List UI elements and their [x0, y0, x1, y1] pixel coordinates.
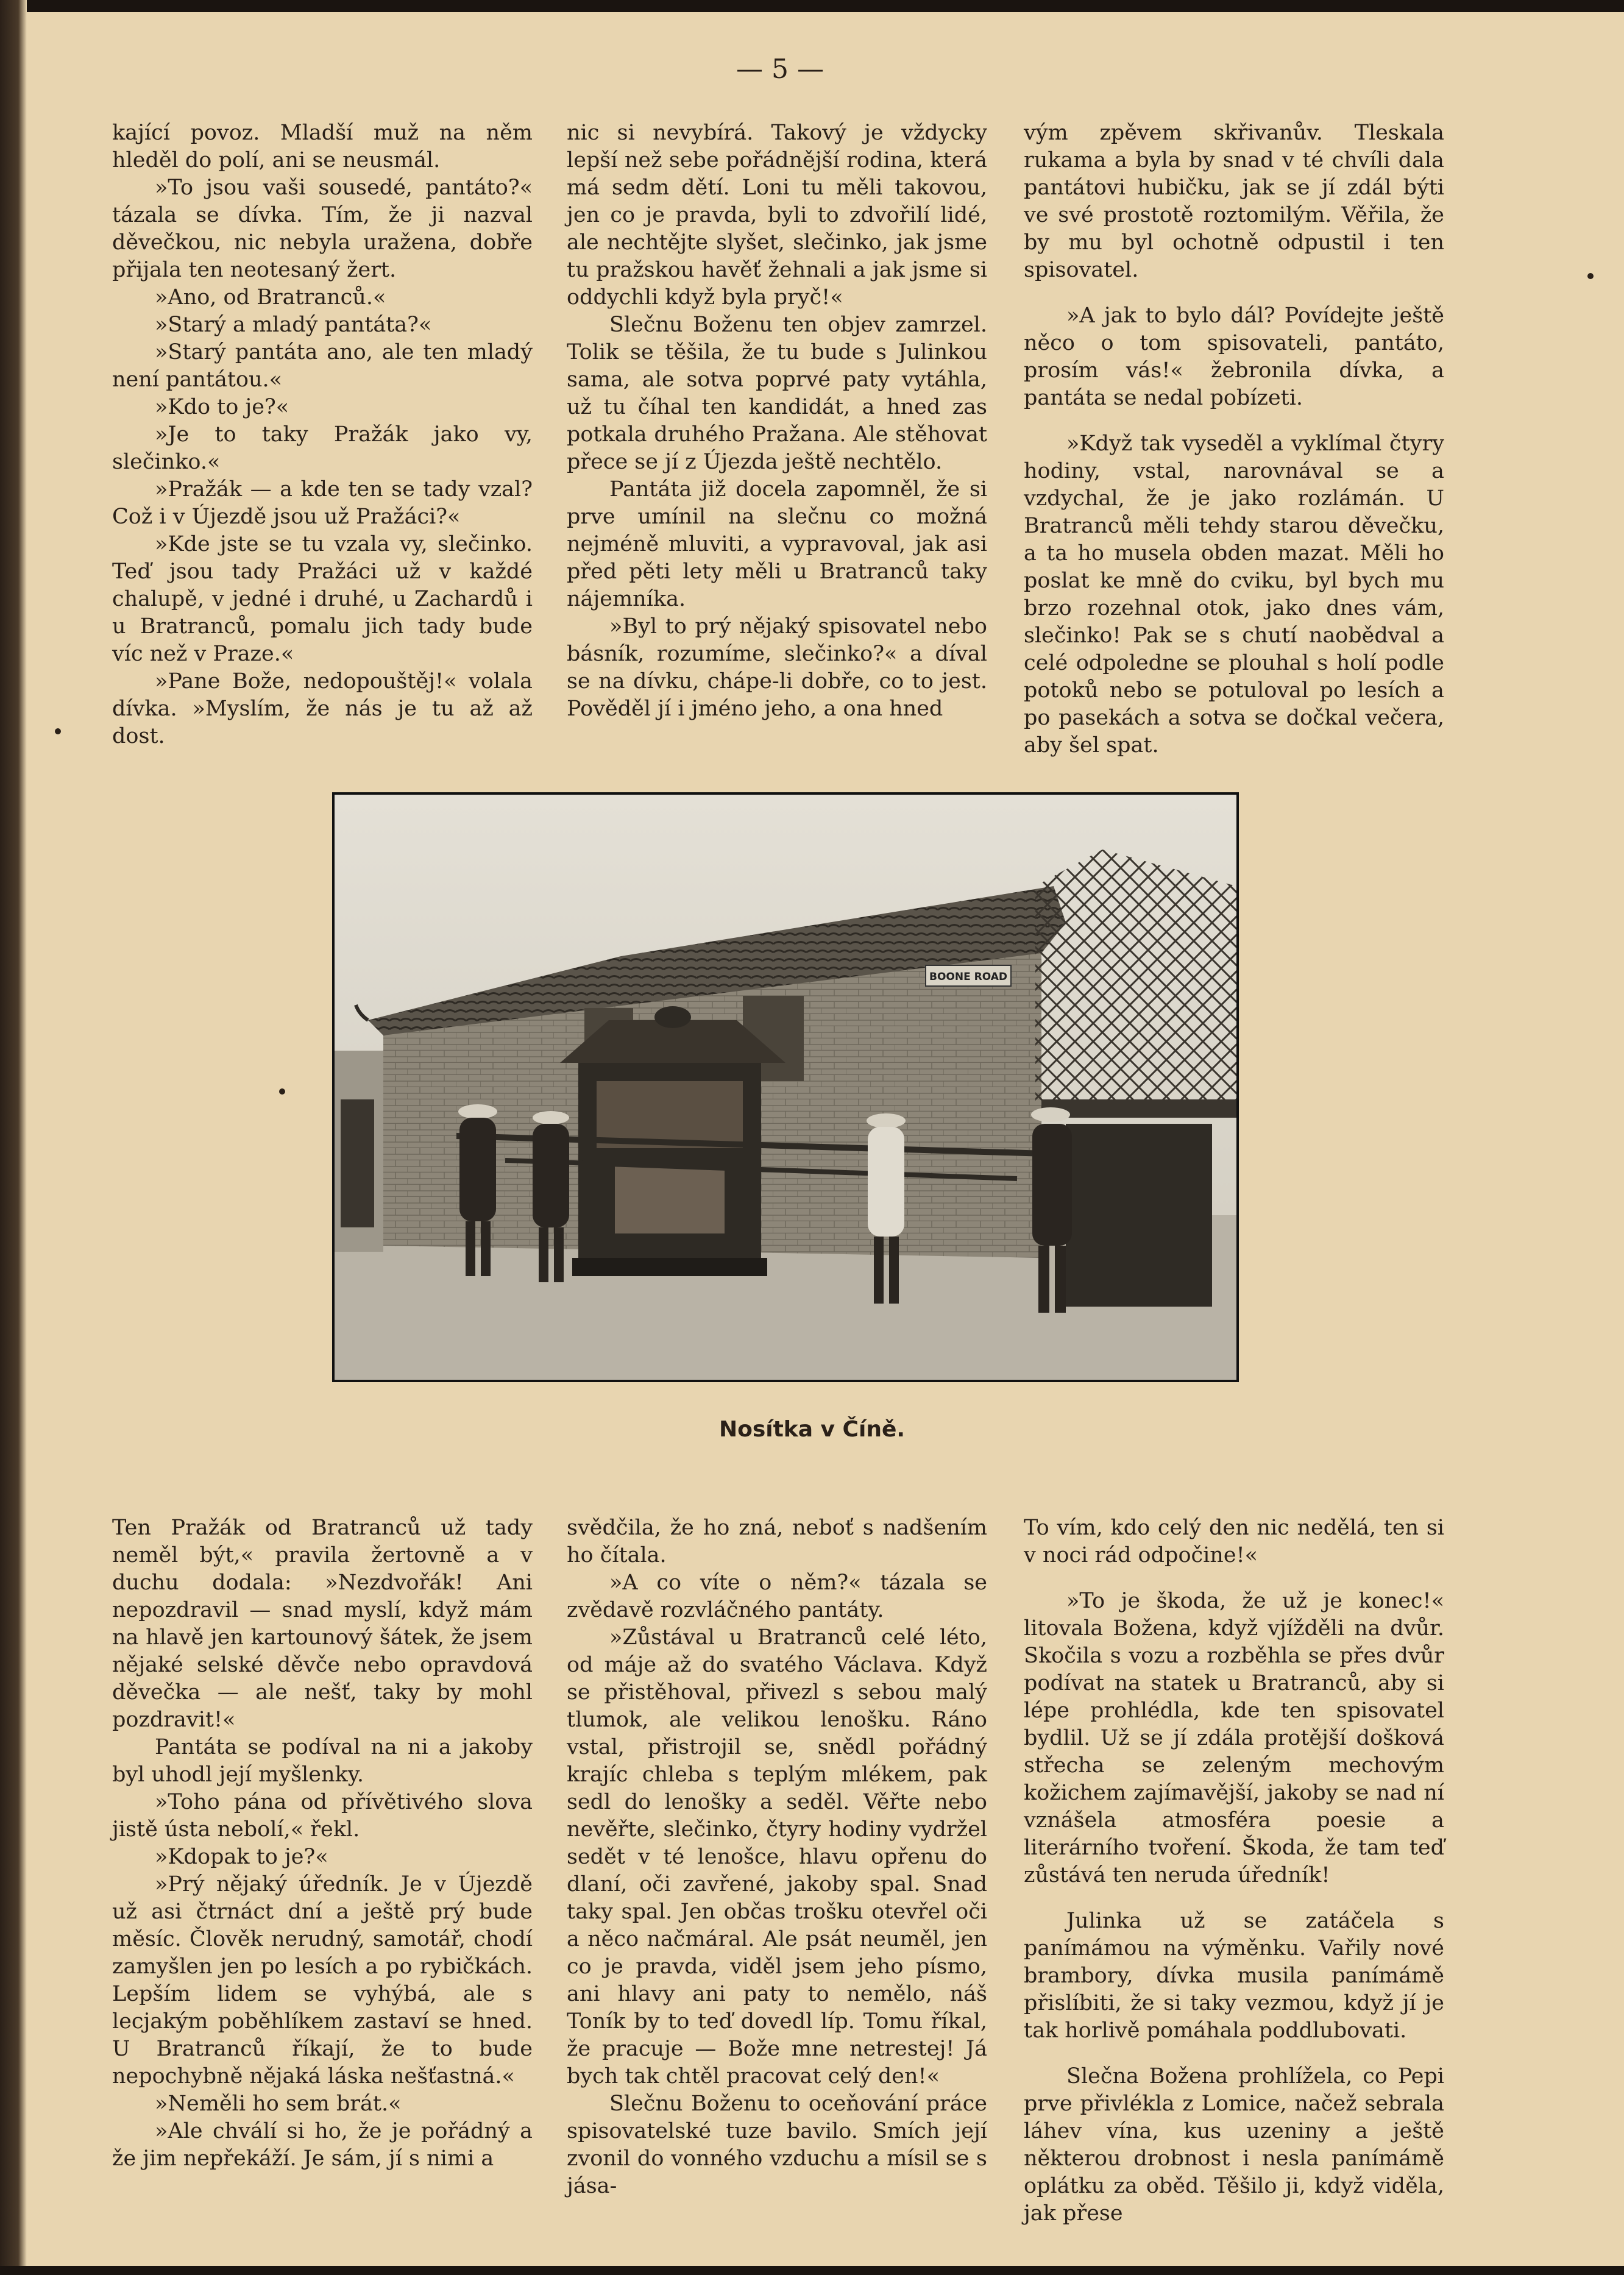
street-sign-text: BOONE ROAD [929, 971, 1007, 983]
paragraph: »Pražák — a kde ten se tady vzal? Což i v Újezdě jsou už Pražáci?« [112, 477, 533, 529]
paragraph: Julinka už se zatáčela s panímámou na výměnku. Vařily nové brambory, dívka musila panímámě přislíbiti, že si taky vezmou, když jí je tak horlivě pomáhala poddlubovati. [1024, 1909, 1444, 2043]
print-speck [279, 1088, 285, 1095]
sedan-chair-photo [332, 792, 1239, 1382]
text-column-bottom-2 [567, 1514, 987, 2200]
print-speck [55, 728, 61, 734]
paragraph: »Když tak vyseděl a vyklímal čtyry hodiny, vstal, narovnával se a vzdychal, že je jako rozlámán. U Bratranců měli tehdy starou děvečku, a ta ho musela obden mazat. Měli ho poslat ke mně do cviku, byl bych mu brzo rozehnal otok, jako dnes vám, slečinko! Pak se s chutí naobědval a celé odpoledne se plouhal s holí podle potoků nebo se potuloval po lesích a po pasekách a sotva se dočkal večera, aby šel spat. [1024, 431, 1444, 758]
paragraph: »A co víte o něm?« tázala se zvědavě rozvláčného pantáty. [567, 1570, 987, 1622]
paragraph: »To je škoda, že už je konec!« litovala Božena, když vjížděli na dvůr. Skočila s vozu a rozběhla se přes dvůr podívat na statek u Bratranců, aby si lépe prohlédla, kde ten spisovatel bydlil. Už se jí zdála protější došková střecha se zeleným mechovým kožichem zajímavější, jakoby se nad ní vznášela atmosféra poesie a literárního tvoření. Škoda, že tam teď zůstává ten neruda úředník! [1024, 1589, 1444, 1887]
paragraph: To vím, kdo celý den nic nedělá, ten si v noci rád odpočine!« [1024, 1516, 1444, 1567]
paragraph: »Zůstával u Bratranců celé léto, od máje až do svatého Václava. Když se přistěhoval, přivezl s sebou malý tlumok, ale velikou lenošku. Ráno vstal, přistrojil se, snědl pořádný krajíc chleba s teplým mlékem, pak sedl do lenošky a seděl. Věřte nebo nevěřte, slečinko, čtyry hodiny vydržel sedět v té lenošce, hlavu opřenu do dlaní, oči zavřené, jakoby spal. Snad taky spal. Jen občas trošku otevřel oči a něco načmáral. Ale psát neuměl, jen co je pravda, viděl jsem jeho písmo, ani hlavy ani paty to nemělo, náš Toník by to teď dovedl líp. Tomu říkal, že pracuje — Bože mne netrestej! Já bych tak chtěl pracovat celý den!« [567, 1625, 987, 2089]
paragraph: »Toho pána od přívětivého slova jistě ústa nebolí,« řekl. [112, 1790, 533, 1842]
page-number: — 5 — [736, 54, 824, 85]
paragraph: Pantáta již docela zapomněl, že si prve umínil na slečnu co možná nejméně mluviti, a vypravoval, jak asi před pěti lety měli u Bratranců taky nájemníka. [567, 477, 987, 611]
paragraph: Ten Pražák od Bratranců už tady neměl být,« pravila žertovně a v duchu dodala: »Nezdvořák! Ani nepozdravil — snad myslí, když mám na hlavě jen kartounový šátek, že jsem nějaké selské děvče nebo opravdová děvečka — ale nešť, taky by mohl pozdravit!« [112, 1516, 533, 1732]
paragraph: Slečnu Boženu to oceňování práce spisovatelské tuze bavilo. Smích její zvonil do vonného vzduchu a mísil se s jása- [567, 2092, 987, 2198]
paragraph: »Je to taky Pražák jako vy, slečinko.« [112, 422, 533, 474]
print-speck [1587, 273, 1594, 279]
paragraph: kající povoz. Mladší muž na něm hleděl do polí, ani se neusmál. [112, 121, 533, 172]
paragraph: »Starý a mladý pantáta?« [155, 313, 432, 337]
paragraph: Pantáta se podíval na ni a jakoby byl uhodl její myšlenky. [112, 1735, 533, 1787]
paragraph: »Pane Bože, nedopouštěj!« volala dívka. »Myslím, že nás je tu až až dost. [112, 669, 533, 748]
paragraph: »To jsou vaši sousedé, pantáto?« tázala se dívka. Tím, že ji nazval děvečkou, nic nebyla uražena, dobře přijala ten neotesaný žert. [112, 176, 533, 282]
text-column-top-1 [112, 119, 533, 750]
paragraph: »Kde jste se tu vzala vy, slečinko. Teď jsou tady Pražáci už v každé chalupě, v jedné i druhé, u Zachardů i u Bratranců, pomalu jich tady bude víc než v Praze.« [112, 532, 533, 666]
scan-bottom-edge [0, 2266, 1624, 2275]
paragraph: »Prý nějaký úředník. Je v Újezdě už asi čtrnáct dní a ještě prý bude měsíc. Člověk nerudný, samotář, chodí zamyšlen jen po lesích a po rybičkách. Lepším lidem se vyhýbá, ale s lecjakým poběhlíkem zastaví se hned. U Bratranců říkají, že to bude nepochybně nějaká láska nešťastná.« [112, 1872, 533, 2089]
paragraph: vým zpěvem skřivanův. Tleskala rukama a byla by snad v té chvíli dala pantátovi hubičku, jak se jí zdál býti ve své prostotě roztomilým. Věřila, že by mu byl ochotně odpustil i ten spisovatel. [1024, 121, 1444, 282]
paragraph: »Byl to prý nějaký spisovatel nebo básník, rozumíme, slečinko?« a díval se na dívku, chápe-li dobře, co to jest. Pověděl jí i jméno jeho, a ona hned [567, 614, 987, 721]
paragraph: »Kdopak to je?« [155, 1845, 328, 1869]
paragraph: nic si nevybírá. Takový je vždycky lepší než sebe pořádnější rodina, která má sedm dětí. Loni tu měli takovou, jen co je pravda, byli to zdvořilí lidé, ale nechtějte slyšet, slečinko, jak jsme tu pražskou havěť žehnali a jak jsme si oddychli když byla pryč!« [567, 121, 987, 310]
text-column-top-2 [567, 119, 987, 723]
paragraph: »Neměli ho sem brát.« [155, 2092, 402, 2116]
scan-binding-edge [0, 0, 27, 2275]
text-column-bottom-1 [112, 1514, 533, 2173]
paragraph: Slečnu Boženu ten objev zamrzel. Tolik se těšila, že tu bude s Julinkou sama, ale sotva poprvé paty vytáhla, už tu číhal ten kandidát, a hned zas potkala druhého Pražana. Ale stěhovat přece se jí z Újezda ještě nechtělo. [567, 313, 987, 474]
text-column-top-3 [1024, 119, 1444, 759]
paragraph: Slečna Božena prohlížela, co Pepi prve přivlékla z Lomice, načež sebrala láhev vína, kus uzeniny a ještě některou drobnost i nesla panímámě oplátku za oběd. Těšilo ji, když viděla, jak přese [1024, 2064, 1444, 2226]
paragraph: »Starý pantáta ano, ale ten mladý není pantátou.« [112, 340, 533, 392]
paragraph: »Ano, od Bratranců.« [155, 285, 386, 310]
paragraph: »A jak to bylo dál? Povídejte ještě něco o tom spisovateli, pantáto, prosím vás!« žebronila dívka, a pantáta se nedal pobízeti. [1024, 303, 1444, 410]
photo-caption: Nosítka v Číně. [718, 1417, 906, 1442]
paragraph: »Kdo to je?« [155, 395, 289, 419]
paragraph: svědčila, že ho zná, neboť s nadšením ho čítala. [567, 1516, 987, 1567]
text-column-bottom-3 [1024, 1514, 1444, 2227]
scan-top-edge [0, 0, 1624, 12]
paragraph: »Ale chválí si ho, že je pořádný a že jim nepřekáží. Je sám, jí s nimi a [112, 2119, 533, 2171]
